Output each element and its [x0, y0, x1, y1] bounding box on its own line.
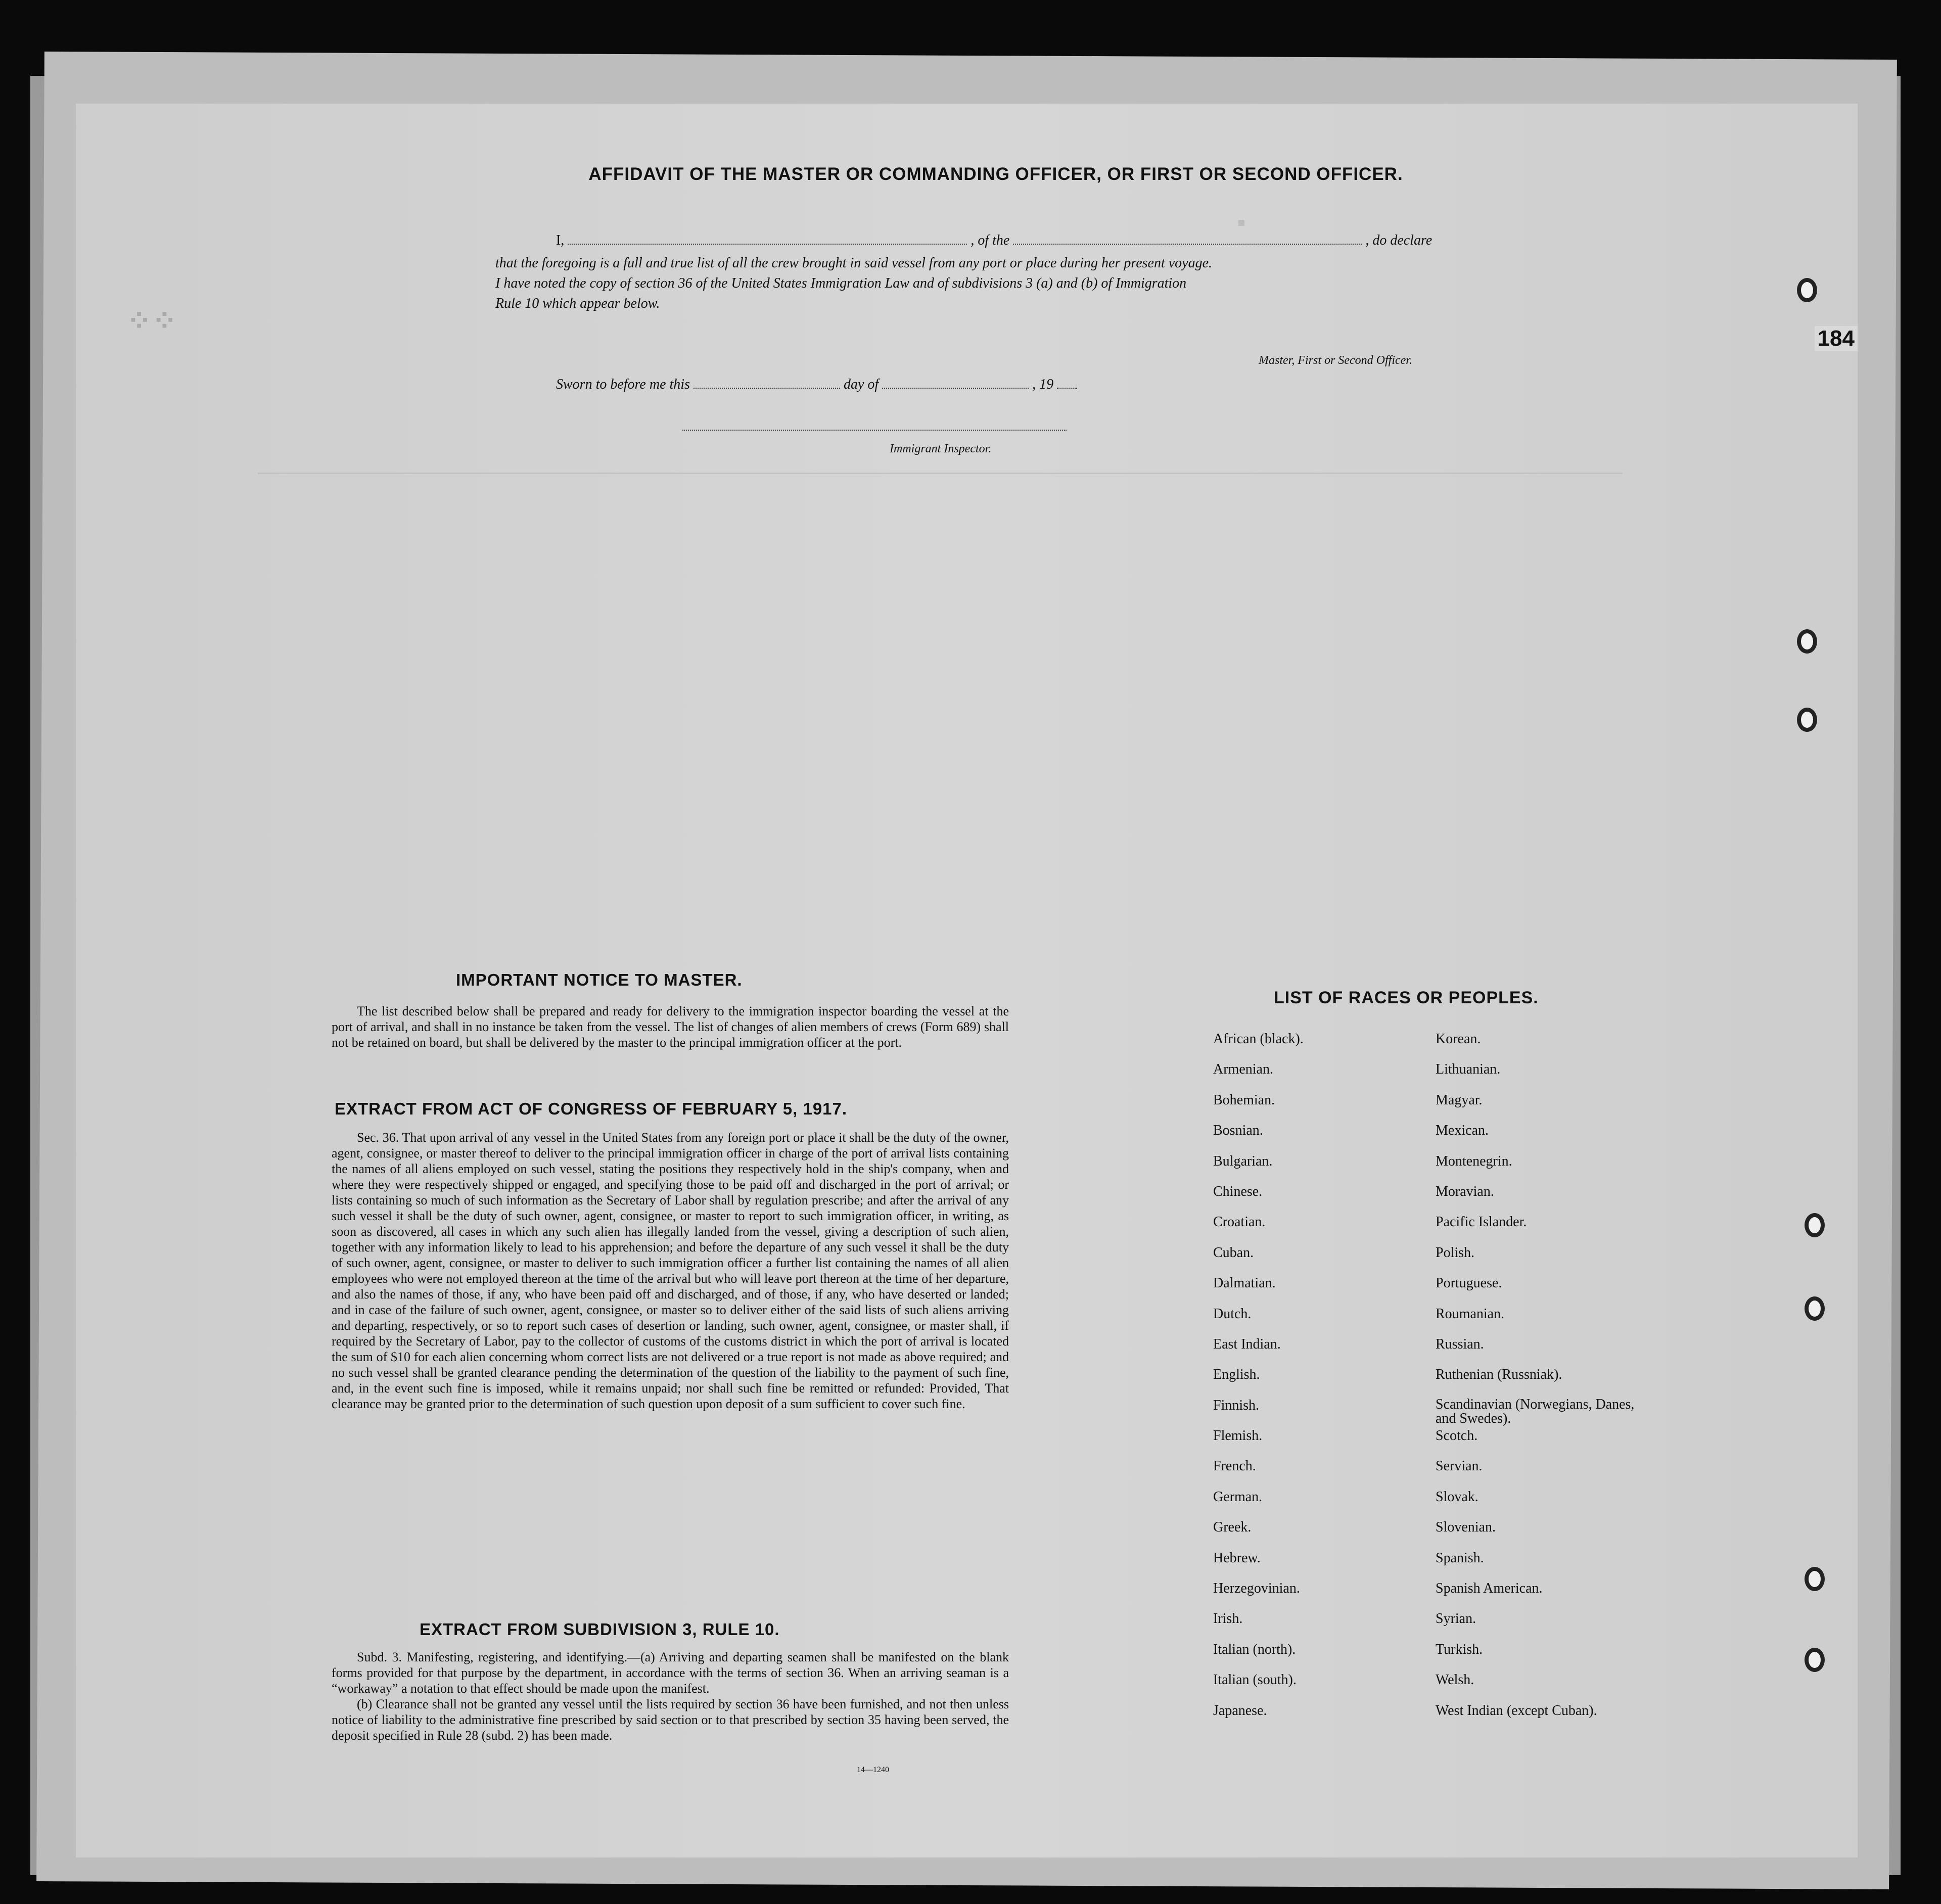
punch-hole [1797, 708, 1817, 732]
notice-paragraph: The list described below shall be prepared and ready for delivery to the immigration inspector boarding the vessel at the port of arrival, and shall in no instance be taken from the vessel. The list of changes of alien members of crews (Form 689) shall not be retained on board, but shall be delivered by the master to the principal immigration officer at the port. [332, 1004, 1009, 1050]
race-item: Scandinavian (Norwegians, Danes, and Swedes). [1436, 1396, 1635, 1426]
race-item: Italian (north). [1213, 1641, 1296, 1657]
race-item: Montenegrin. [1436, 1153, 1512, 1169]
race-item: Welsh. [1436, 1672, 1474, 1688]
inspector-signature-line[interactable] [682, 430, 1067, 431]
punch-hole [1805, 1213, 1825, 1237]
race-item: Armenian. [1213, 1061, 1273, 1078]
vessel-name-blank[interactable] [1013, 244, 1362, 245]
form-page: 184 ⁘⁘ AFFIDAVIT OF THE MASTER OR COMMANDING OFFICER, OR FIRST OR SECOND OFFICER. I, , of the , do declare that the foregoing is a full and true list of all the crew brought in said vessel from any port or place during her present voyage. I have noted the copy of section 36 of the United States Immigration Law and of subdivisions 3 (a) and (b) of Immigration Rule 10 which appear below. Master, First or Second Officer. Sworn to before me this day of , 19 Immigrant Inspector. IMPORTANT NOTICE TO MASTER. The list described below shall be prepared and ready for delivery to the immigration inspector boarding the vessel at the port of arrival, and shall in no instance be taken from the vessel. The list of changes of alien members of crews (Form 689) shall not be retained on board, but shall be delivered by the master to the principal immigration officer at the port. EXTRACT FROM ACT OF CONGRESS OF FEBRUARY 5, 1917. Sec. 36. That upon arrival of any vessel in the United States from any foreign port or place it shall be the duty of the owner, agent, consignee, or master thereof to deliver to the principal immigration officer in charge of the port of arrival lists containing the names of all aliens employed on such vessel, stating the positions they respectively hold in the ship's company, when and where they were respectively shipped or engaged, and specifying those to be paid off and discharged in the port of arrival; or lists containing so much of such information as the Secretary of Labor shall by regulation prescribe; and after the arrival of any such vessel it shall be the duty of such owner, agent, consignee, or master to report to such immigration officer, in writing, as soon as discovered, all cases in which any such alien has illegally landed from the vessel, giving a description of such alien, together with any information likely to lead to his apprehension; and before the departure of any such vessel it shall be the duty of such owner, agent, consignee, or master to deliver to such immigration officer a further list containing the names of all alien employees who were not employed thereon at the time of the arrival but who will leave port thereon at the time of her departure, and also the names of those, if any, who have been paid off and discharged, and of those, if any, who have deserted or landed; and in case of the failure of such owner, agent, consignee, or master so to deliver either of the said lists of such aliens arriving and departing, respectively, or so to report such cases of desertion or landing, such owner, agent, consignee, or master shall, if required by the Secretary of Labor, pay to the collector of customs of the customs district in which the port of arrival is located the sum of $10 for each alien concerning whom correct lists are not delivered or a true report is not made as above required; and no such vessel shall be granted clearance pending the determination of the question of the liability to the payment of such fine, and, in the event such fine is imposed, while it remains unpaid; nor shall such fine be remitted or refunded: Provided, That clearance may be granted prior to the determination of such question upon deposit of a sum sufficient to cover such fine. EXTRACT FROM SUBDIVISION 3, RULE 10. Subd. 3. Manifesting, registering, and identifying.—(a) Arriving and departing seamen shall be manifested on the blank forms provided for that purpose by the department, in accordance with the terms of section 36. When an arriving seaman is a “workaway” a notation to that effect should be made upon the manifest. (b) Clearance shall not be granted any vessel until the lists required by section 36 have been furnished, and not then unless notice of liability to the administrative fine prescribed by said section or to that prescribed by section 35 having been served, the deposit specified in Rule 28 (subd. 2) has been made. 14—1240 LIST OF RACES OR PEOPLES. African (black). Armenian. Bohemian. Bosnian. Bulgarian. Chinese. Croatian. Cuban. Dalmatian. Dutch. East Indian. English. Finnish. Flemish. French. German. Greek. Hebrew. Herzegovinian. Irish. Italian (north). Italian (south). Japanese. Korean. Lithuanian. Magyar. Mexican. Montenegrin. Moravian. Pacific Islander. Polish. Portuguese. Roumanian. Russian. Ruthenian (Russniak). Scandinavian (Norwegians, Danes, and Swedes). Scotch. Servian. Slovak. Slovenian. Spanish. Spanish American. Syrian. Turkish. Welsh. West Indian (except Cuban). [76, 104, 1858, 1857]
race-item: Bosnian. [1213, 1123, 1263, 1139]
race-item: Spanish American. [1436, 1581, 1543, 1597]
race-item: Syrian. [1436, 1611, 1476, 1627]
race-item: German. [1213, 1489, 1263, 1505]
subdivision-b-paragraph: (b) Clearance shall not be granted any vessel until the lists required by section 36 have been furnished, and not then unless notice of liability to the administrative fine prescribed by said section or to that prescribed by section 35 having been served, the deposit specified in Rule 28 (subd. 2) has been made. [332, 1697, 1009, 1743]
race-item: Herzegovinian. [1213, 1581, 1300, 1597]
race-item: Italian (south). [1213, 1672, 1297, 1688]
race-item: Moravian. [1436, 1183, 1494, 1199]
race-item: Turkish. [1436, 1641, 1483, 1657]
race-item: Greek. [1213, 1519, 1252, 1536]
punch-hole [1805, 1648, 1825, 1672]
affidavit-declaration-line [556, 233, 1432, 249]
race-item: Slovak. [1436, 1489, 1478, 1505]
race-item: Servian. [1436, 1458, 1483, 1474]
race-item: Croatian. [1213, 1214, 1266, 1230]
sworn-year-blank[interactable] [1057, 388, 1077, 389]
page-number: 184 [1815, 326, 1858, 351]
race-item: Korean. [1436, 1031, 1481, 1047]
affidavit-line-4: Rule 10 which appear below. [495, 296, 660, 311]
day-of-label: day of [843, 377, 879, 392]
race-item: Lithuanian. [1436, 1061, 1501, 1078]
races-column-2 [1436, 1031, 1648, 1733]
inspector-label: Immigrant Inspector. [890, 442, 992, 455]
punch-hole [1797, 278, 1817, 302]
race-item: Roumanian. [1436, 1306, 1505, 1322]
punch-hole [1805, 1567, 1825, 1591]
officer-name-blank[interactable] [568, 244, 967, 245]
notice-text [332, 1003, 1009, 1050]
sworn-line [556, 377, 1077, 393]
rule-extract-title: EXTRACT FROM SUBDIVISION 3, RULE 10. [420, 1620, 780, 1639]
act-extract-text [332, 1130, 1009, 1412]
race-item: Ruthenian (Russniak). [1436, 1367, 1562, 1383]
i-label: I, [556, 233, 565, 248]
race-item: West Indian (except Cuban). [1436, 1702, 1597, 1719]
race-item: Cuban. [1213, 1244, 1254, 1261]
race-item: Hebrew. [1213, 1550, 1261, 1566]
subdivision-a-paragraph: Subd. 3. Manifesting, registering, and identifying.—(a) Arriving and departing seamen shall be manifested on the blank forms provided for that purpose by the department, in accordance with the terms of section 36. When an arriving seaman is a “workaway” a notation to that effect should be made upon the manifest. [332, 1650, 1009, 1696]
race-item: Dalmatian. [1213, 1275, 1276, 1291]
form-code: 14—1240 [857, 1766, 889, 1774]
affidavit-line-2: that the foregoing is a full and true list of all the crew brought in said vessel from any port or place during her present voyage. [495, 255, 1213, 271]
race-item: Spanish. [1436, 1550, 1484, 1566]
race-item: Dutch. [1213, 1306, 1252, 1322]
race-item: Irish. [1213, 1611, 1243, 1627]
of-the-label: , of the [970, 233, 1010, 248]
affidavit-title: AFFIDAVIT OF THE MASTER OR COMMANDING OFFICER, OR FIRST OR SECOND OFFICER. [588, 164, 1403, 184]
race-item: Finnish. [1213, 1397, 1260, 1413]
races-title: LIST OF RACES OR PEOPLES. [1274, 988, 1539, 1007]
race-item: African (black). [1213, 1031, 1304, 1047]
do-declare-label: , do declare [1365, 233, 1432, 248]
rule-extract-text [332, 1649, 1009, 1743]
race-item: English. [1213, 1367, 1260, 1383]
race-item: Flemish. [1213, 1428, 1263, 1444]
race-item: Chinese. [1213, 1183, 1263, 1199]
act-extract-title: EXTRACT FROM ACT OF CONGRESS OF FEBRUARY 5, 1917. [335, 1099, 848, 1118]
race-item: Scotch. [1436, 1428, 1478, 1444]
race-item: Mexican. [1436, 1123, 1489, 1139]
race-item: Pacific Islander. [1436, 1214, 1527, 1230]
year-label: , 19 [1032, 377, 1054, 392]
races-column-1 [1213, 1031, 1304, 1733]
race-item: Magyar. [1436, 1092, 1483, 1108]
race-item: Japanese. [1213, 1702, 1267, 1719]
race-item: Polish. [1436, 1244, 1475, 1261]
affidavit-line-3: I have noted the copy of section 36 of the United States Immigration Law and of subdivisions 3 (a) and (b) of Immigration [495, 275, 1187, 291]
sworn-month-blank[interactable] [882, 388, 1029, 389]
race-item: Bohemian. [1213, 1092, 1275, 1108]
section-36-paragraph: Sec. 36. That upon arrival of any vessel in the United States from any foreign port or place it shall be the duty of the owner, agent, consignee, or master thereof to deliver to the principal immigration officer in charge of the port of arrival lists containing the names of all aliens employed on such vessel, stating the positions they respectively hold in the ship's company, when and where they were respectively shipped or engaged, and specifying those to be paid off and discharged in the port of arrival; or lists containing so much of such information as the Secretary of Labor shall by regulation prescribe; and after the arrival of any such vessel it shall be the duty of such owner, agent, consignee, or master to report to such immigration officer, in writing, as soon as discovered, all cases in which any such alien has illegally landed from the vessel, giving a description of such alien, together with any information likely to lead to his apprehension; and before the departure of any such vessel it shall be the duty of such owner, agent, consignee, or master to deliver to such immigration officer a further list containing the names of all alien employees who were not employed thereon at the time of the arrival but who will leave port thereon at the time of her departure, and also the names of those, if any, who have been paid off and discharged, and of those, if any, who have deserted or landed; and in case of the failure of such owner, agent, consignee, or master so to deliver either of the said lists of such aliens arriving and departing, respectively, or so to report such cases of desertion or landing, such owner, agent, consignee, or master shall, if required by the Secretary of Labor, pay to the collector of customs of the customs district in which the port of arrival is located the sum of $10 for each alien concerning whom correct lists are not delivered or a true report is not made as above required; and no such vessel shall be granted clearance pending the determination of the question of the liability to the payment of such fine, and, in the event such fine is imposed, while it remains unpaid; nor shall such fine be remitted or refunded: Provided, That clearance may be granted prior to the determination of such question upon deposit of a sum sufficient to cover such fine. [332, 1130, 1009, 1411]
race-item: Slovenian. [1436, 1519, 1496, 1536]
race-item: Bulgarian. [1213, 1153, 1273, 1169]
race-item: Portuguese. [1436, 1275, 1502, 1291]
race-item: French. [1213, 1458, 1256, 1474]
sworn-day-blank[interactable] [694, 388, 840, 389]
race-item: Russian. [1436, 1336, 1484, 1352]
punch-hole [1797, 629, 1817, 654]
sworn-label: Sworn to before me this [556, 377, 690, 392]
punch-hole [1805, 1296, 1825, 1321]
master-signature-label: Master, First or Second Officer. [1259, 354, 1412, 367]
race-item: East Indian. [1213, 1336, 1281, 1352]
notice-title: IMPORTANT NOTICE TO MASTER. [456, 970, 743, 989]
